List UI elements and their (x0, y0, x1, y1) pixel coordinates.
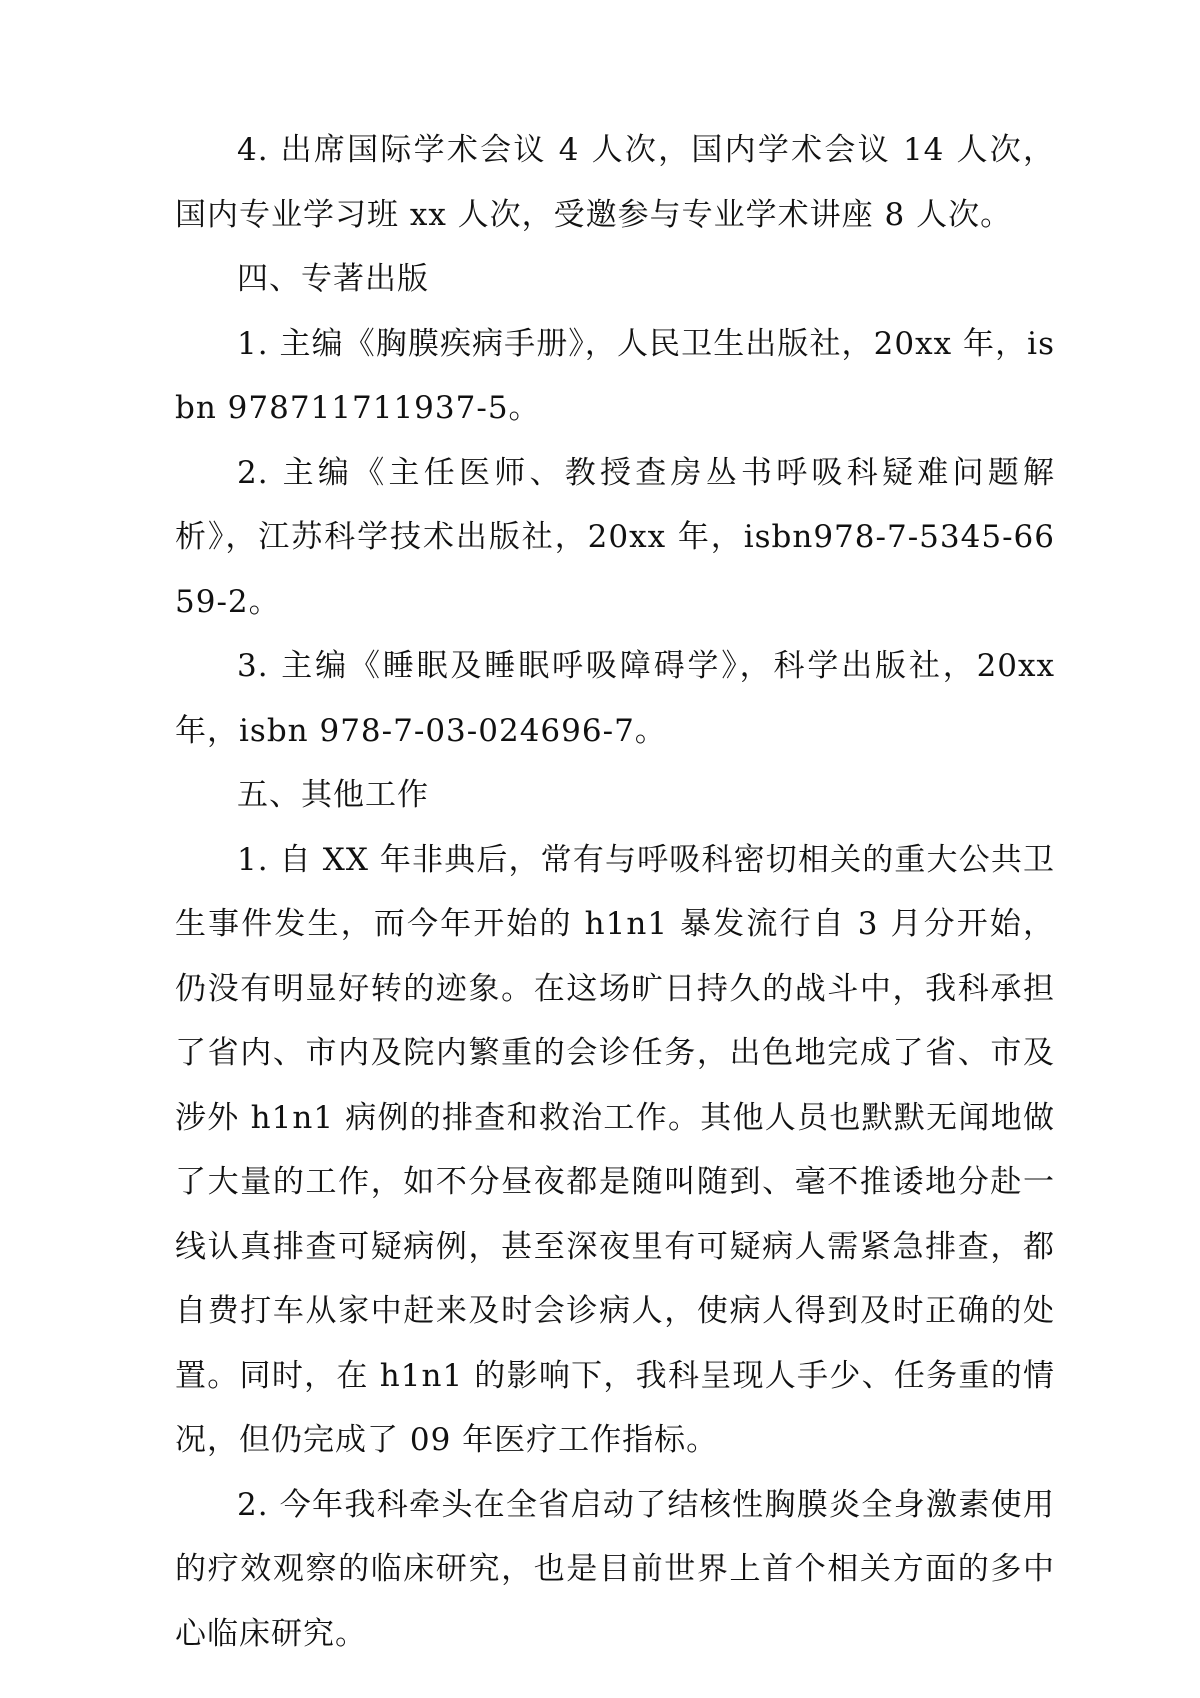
paragraph-book-pleural-disease: 1. 主编《胸膜疾病手册》，人民卫生出版社，20xx 年，isbn 978711711937-5。 (175, 325, 1055, 426)
paragraph-book-sleep-disorders: 3. 主编《睡眠及睡眠呼吸障碍学》，科学出版社，20xx 年，isbn 978-7-03-024696-7。 (175, 648, 1055, 749)
section-heading-other-work: 五、其他工作 (237, 777, 429, 813)
paragraph-book-respiratory-rounds: 2. 主编《主任医师、教授查房丛书呼吸科疑难问题解析》，江苏科学技术出版社，20xx 年，isbn978-7-5345-6659-2。 (175, 454, 1055, 620)
section-heading-monographs: 四、专著出版 (237, 261, 429, 297)
paragraph-conference-attendance: 4. 出席国际学术会议 4 人次，国内学术会议 14 人次，国内专业学习班 xx 人次，受邀参与专业学术讲座 8 人次。 (175, 132, 1055, 233)
document-body (175, 118, 1055, 1666)
paragraph-clinical-study: 2. 今年我科牵头在全省启动了结核性胸膜炎全身激素使用的疗效观察的临床研究，也是目前世界上首个相关方面的多中心临床研究。 (175, 1486, 1055, 1652)
paragraph-h1n1-work: 1. 自 XX 年非典后，常有与呼吸科密切相关的重大公共卫生事件发生，而今年开始的 h1n1 暴发流行自 3 月分开始，仍没有明显好转的迹象。在这场旷日持久的战斗中，我科承担了省内、市内及院内繁重的会诊任务，出色地完成了省、市及涉外 h1n1 病例的排查和救治工作。其他人员也默默无闻地做了大量的工作，如不分昼夜都是随叫随到、毫不推诿地分赴一线认真排查可疑病例，甚至深夜里有可疑病人需紧急排查，都自费打车从家中赶来及时会诊病人，使病人得到及时正确的处置。同时，在 h1n1 的影响下，我科呈现人手少、任务重的情况，但仍完成了 09 年医疗工作指标。 (175, 841, 1055, 1458)
